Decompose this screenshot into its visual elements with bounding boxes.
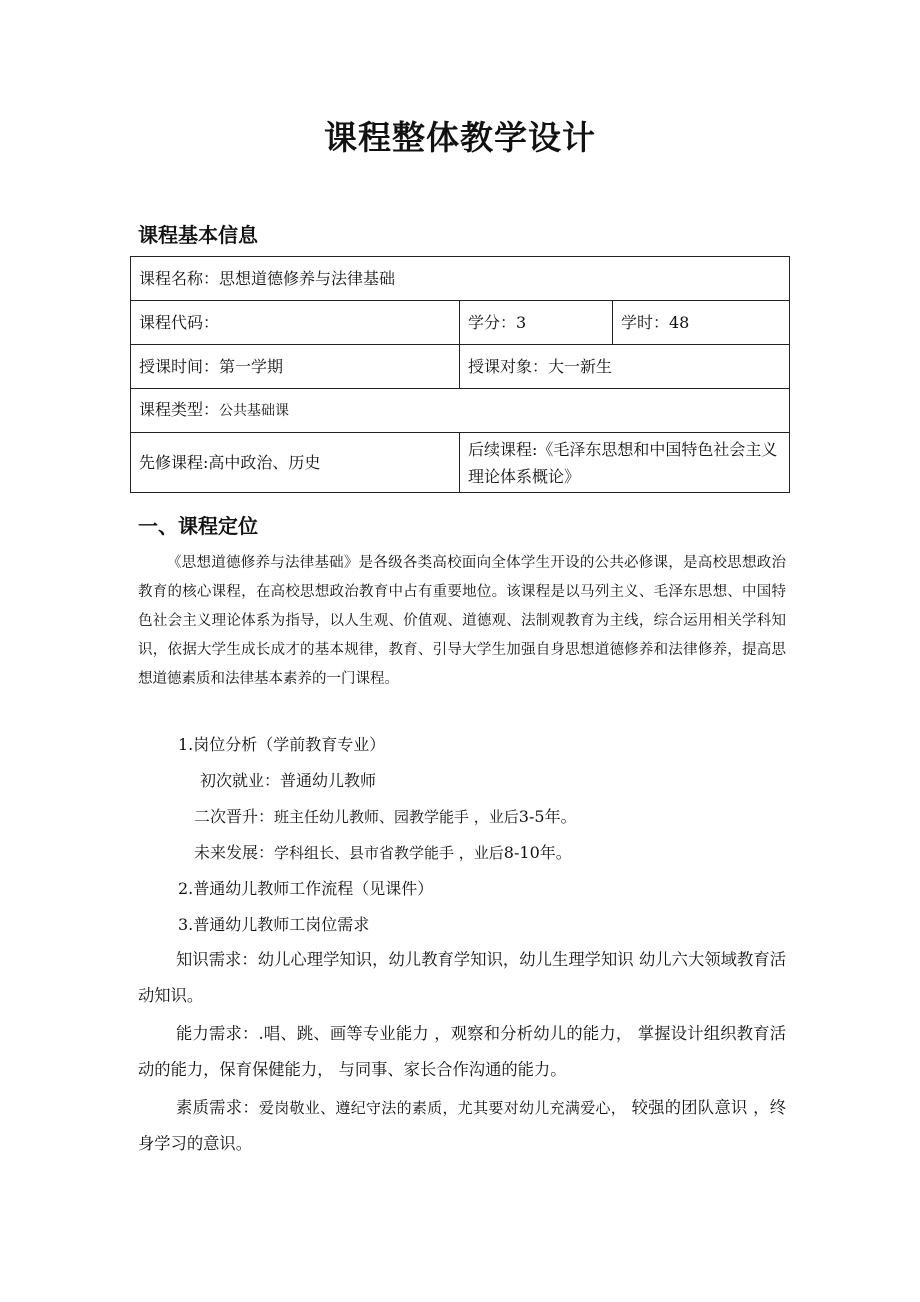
course-type-cell: [131, 389, 790, 433]
future-development-value: 学科组长、县市省教学能手 ，业后: [274, 844, 504, 862]
credit-cell: 学分：3: [460, 301, 613, 345]
table-row: [131, 389, 790, 433]
future-development-label: 未来发展：: [194, 843, 275, 862]
ability-value: .唱、跳、画等专业能力 ，观察和分析幼儿的能力， 掌握设计组织教育活动的能力，保育保健能力， 与同事、家长合作沟通的能力。: [138, 1024, 786, 1079]
course-type-label: 课程类型：: [139, 400, 220, 419]
followup-cell: 后续课程:《毛泽东思想和中国特色社会主义理论体系概论》: [460, 433, 790, 493]
table-row: [131, 345, 790, 389]
intro-paragraph: 《思想道德修养与法律基础》是各级各类高校面向全体学生开设的公共必修课，是高校思想政治教育的核心课程，在高校思想政治教育中占有重要地位。该课程是以马列主义、毛泽东思想、中国特色社会主义理论体系为指导，以人生观、价值观、道德观、法制观教育为主线，综合运用相关学科知识，依据大学生成长成才的基本规律，教育、引导大学生加强自身思想道德修养和法律修养，提高思想道德素质和法律基本素养的一门课程。: [138, 555, 786, 687]
table-row: [131, 257, 790, 301]
second-promotion-label: 二次晋升：: [194, 807, 275, 826]
course-info-table: [130, 256, 790, 493]
quality-value-b: 较强的团队意识 ，终身学习的意识。: [138, 1098, 786, 1153]
future-development-line: [194, 842, 572, 864]
quality-value-a: 爱岗敬业、遵纪守法的素质，尤其要对幼儿充满爱心，: [258, 1099, 627, 1117]
item-job-analysis: 1.岗位分析（学前教育专业）: [178, 735, 386, 754]
quality-label: 素质需求：: [176, 1098, 259, 1117]
ability-label: 能力需求：: [176, 1024, 259, 1043]
future-development-years: 8-10年。: [503, 843, 572, 862]
item-workflow: 2.普通幼儿教师工作流程（见课件）: [178, 879, 434, 898]
course-type-value: 公共基础课: [219, 403, 290, 419]
term-cell: 授课时间：第一学期: [131, 345, 460, 389]
quality-requirements: [138, 1090, 786, 1162]
table-row: [131, 301, 790, 345]
first-employment-value: 普通幼儿教师: [280, 771, 377, 790]
hours-cell: 学时：48: [613, 301, 790, 345]
first-employment-label: 初次就业：: [200, 771, 281, 790]
second-promotion-years: 3-5年。: [518, 807, 577, 826]
page-title: 课程整体教学设计: [324, 118, 596, 157]
item-job-requirements: 3.普通幼儿教师工岗位需求: [178, 915, 370, 934]
first-employment-line: [200, 770, 376, 792]
ability-requirements: [138, 1016, 786, 1088]
second-promotion-line: [194, 806, 577, 828]
section-heading-basic-info: 课程基本信息: [138, 223, 258, 247]
section-heading-course-position: 一、课程定位: [138, 514, 258, 538]
course-code-cell: 课程代码：: [131, 301, 460, 345]
second-promotion-value: 班主任幼儿教师、园教学能手 ，业后: [274, 808, 519, 826]
knowledge-requirements: 知识需求：幼儿心理学知识，幼儿教育学知识，幼儿生理学知识 幼儿六大领域教育活动知识。: [138, 950, 786, 1005]
prerequisite-cell: 先修课程:高中政治、历史: [131, 433, 460, 493]
audience-cell: 授课对象：大一新生: [460, 345, 790, 389]
table-row: [131, 433, 790, 493]
course-name-cell: 课程名称：思想道德修养与法律基础: [131, 257, 790, 301]
